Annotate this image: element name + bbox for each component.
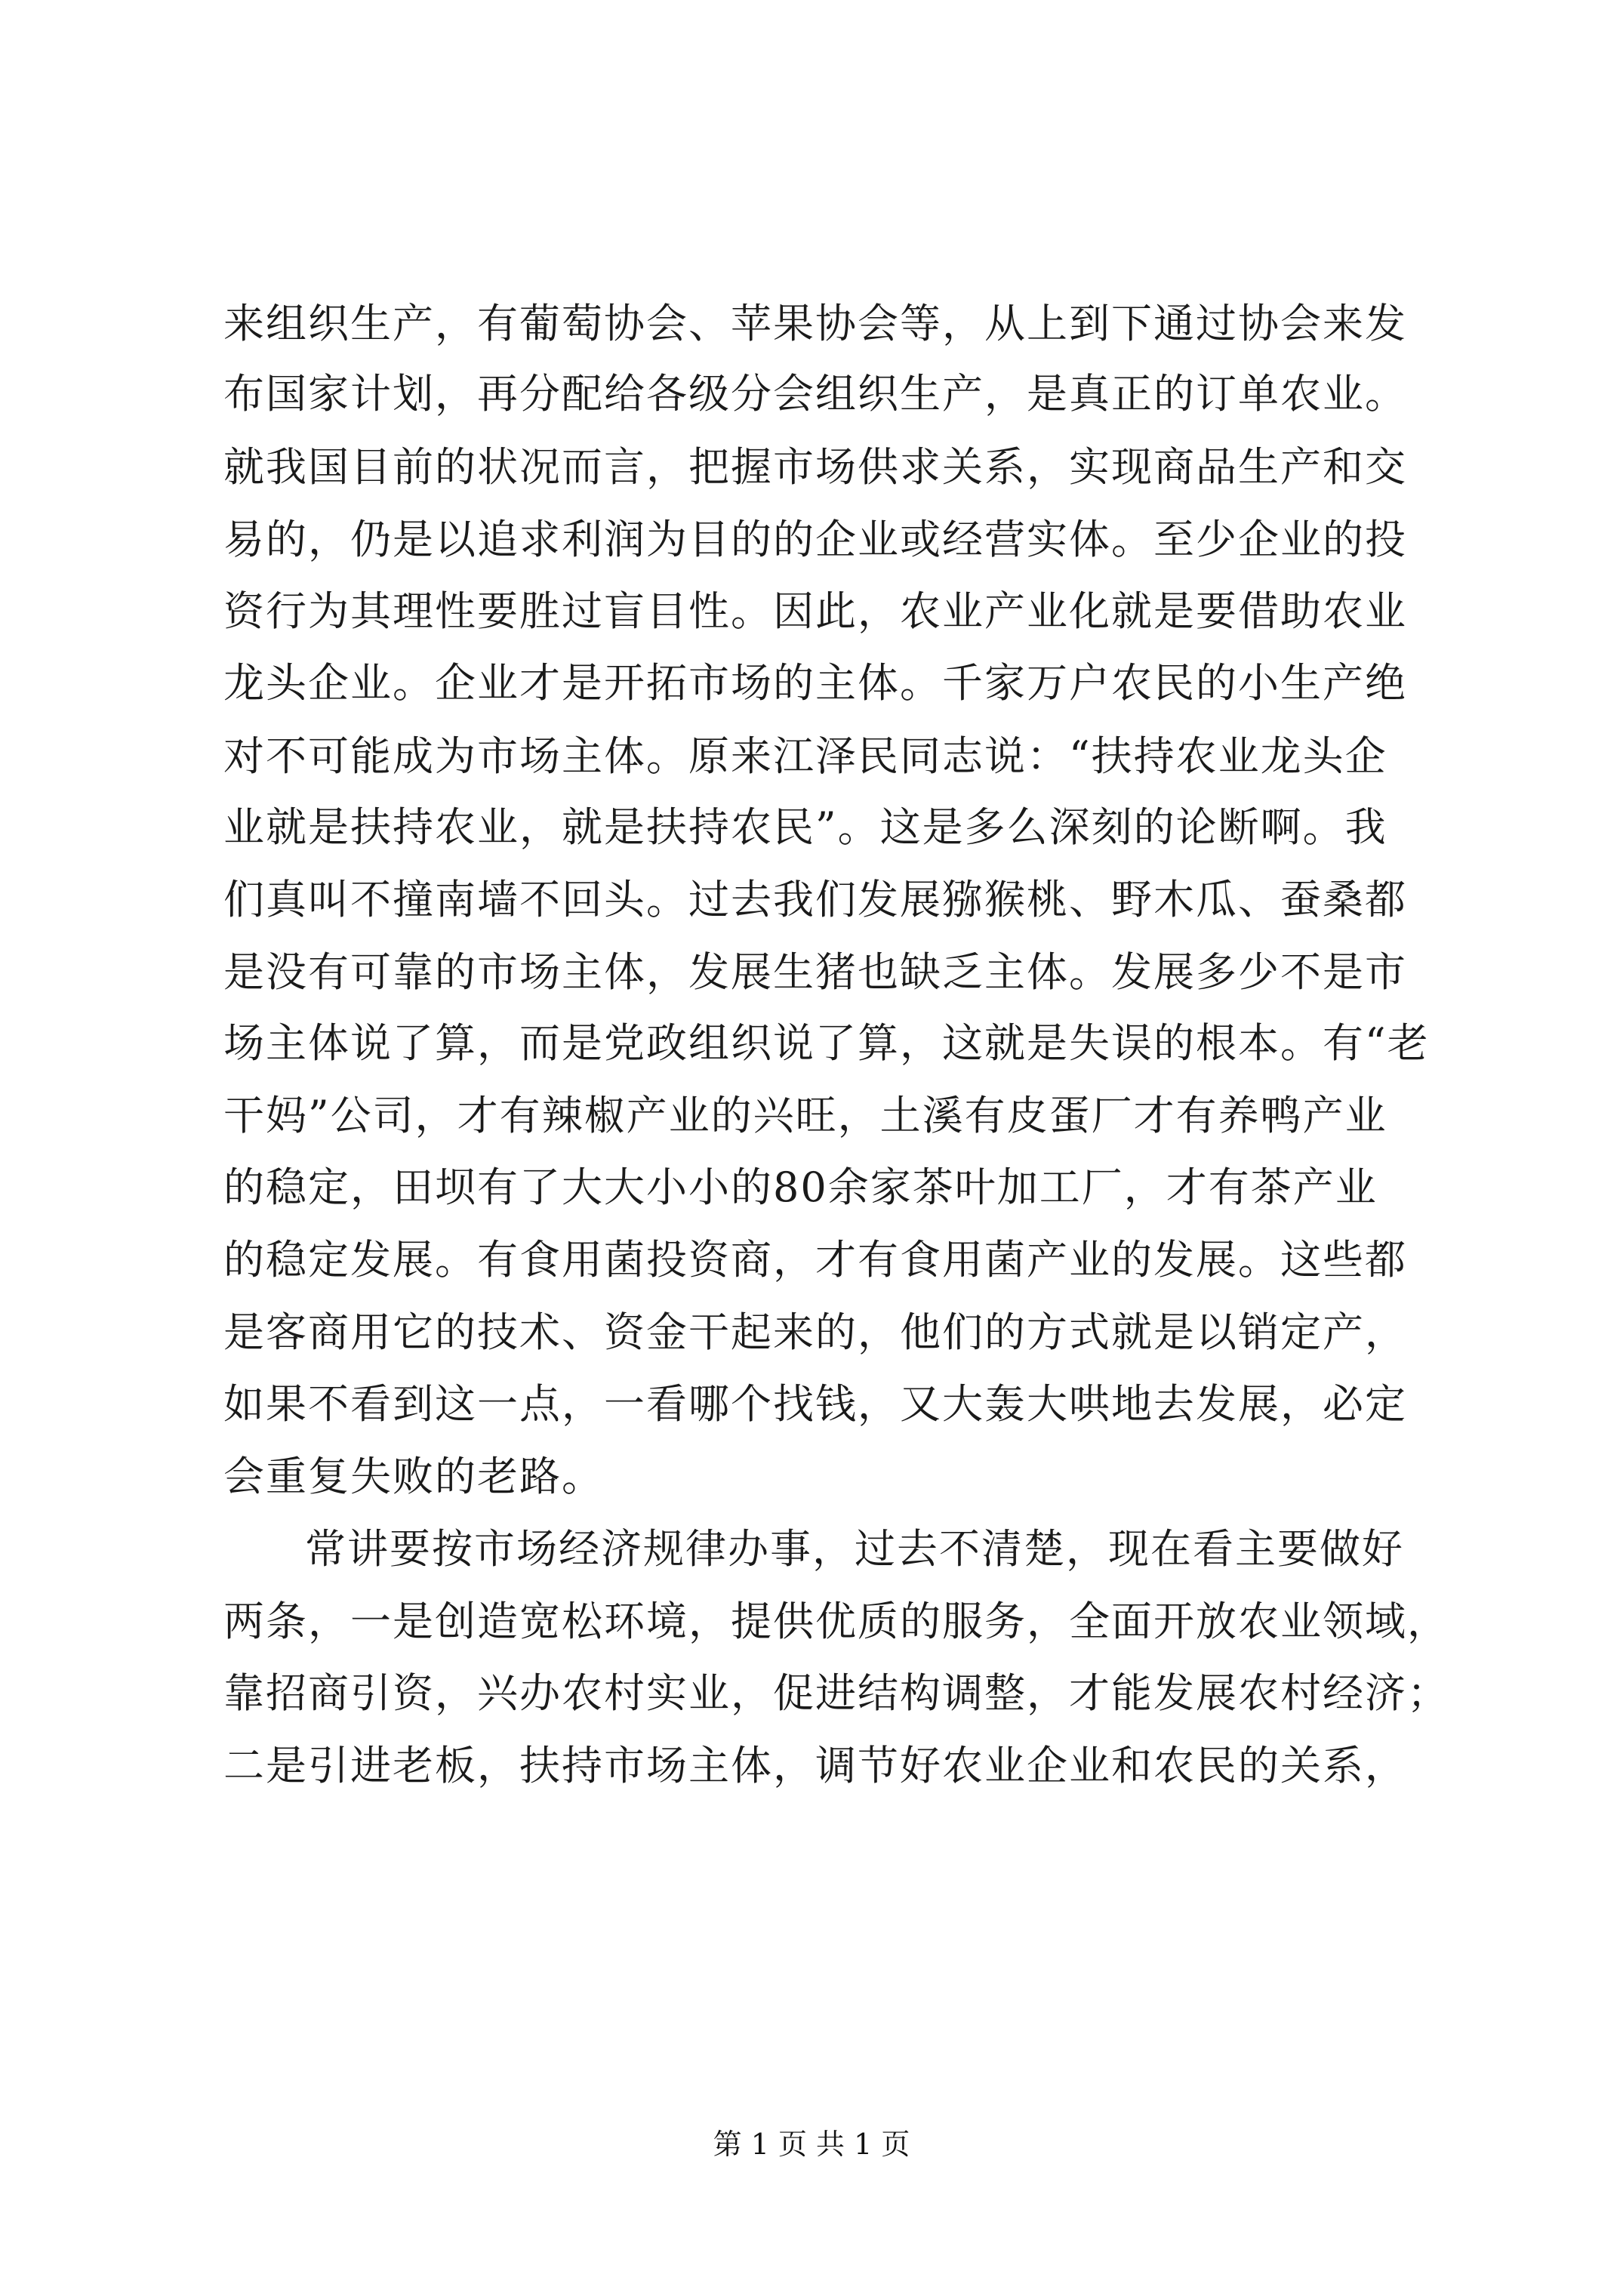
page-footer: 第 1 页 共 1 页 (713, 2128, 910, 2161)
text-line: 的稳定发展。有食用菌投资商，才有食用菌产业的发展。这些都 (223, 1236, 1407, 1284)
text-line: 干妈”公司，才有辣椒产业的兴旺，土溪有皮蛋厂才有养鸭产业 (223, 1092, 1387, 1139)
text-line: 龙头企业。企业才是开拓市场的主体。千家万户农民的小生产绝 (223, 659, 1407, 707)
text-line: 是没有可靠的市场主体，发展生猪也缺乏主体。发展多少不是市 (223, 948, 1407, 996)
text-line: 易的，仍是以追求利润为目的的企业或经营实体。至少企业的投 (223, 516, 1407, 563)
text-line: 业就是扶持农业，就是扶持农民”。这是多么深刻的论断啊。我 (223, 803, 1387, 851)
text-line: 的稳定，田坝有了大大小小的80余家茶叶加工厂，才有茶产业 (223, 1163, 1378, 1211)
text-line: 资行为其理性要胜过盲目性。因此，农业产业化就是要借助农业 (223, 587, 1407, 635)
text-line: 就我国目前的状况而言，把握市场供求关系，实现商品生产和交 (223, 443, 1407, 491)
text-line: 如果不看到这一点，一看哪个找钱，又大轰大哄地去发展，必定 (223, 1380, 1407, 1428)
text-line: 靠招商引资，兴办农村实业，促进结构调整，才能发展农村经济； (223, 1669, 1449, 1717)
text-line: 二是引进老板，扶持市场主体，调节好农业企业和农民的关系， (223, 1742, 1407, 1789)
text-line: 是客商用它的技术、资金干起来的，他们的方式就是以销定产， (223, 1308, 1407, 1356)
text-line: 两条，一是创造宽松环境，提供优质的服务，全面开放农业领域， (223, 1598, 1449, 1645)
text-line: 布国家计划，再分配给各级分会组织生产，是真正的订单农业。 (223, 370, 1407, 418)
text-line: 常讲要按市场经济规律办事，过去不清楚，现在看主要做好 (305, 1525, 1404, 1573)
text-line: 们真叫不撞南墙不回头。过去我们发展猕猴桃、野木瓜、蚕桑都 (223, 876, 1407, 923)
text-line: 场主体说了算，而是党政组织说了算，这就是失误的根本。有“老 (223, 1019, 1430, 1067)
text-line: 对不可能成为市场主体。原来江泽民同志说：“扶持农业龙头企 (223, 732, 1387, 780)
text-line: 会重复失败的老路。 (223, 1453, 604, 1500)
text-line: 来组织生产，有葡萄协会、苹果协会等，从上到下通过协会来发 (223, 300, 1407, 347)
